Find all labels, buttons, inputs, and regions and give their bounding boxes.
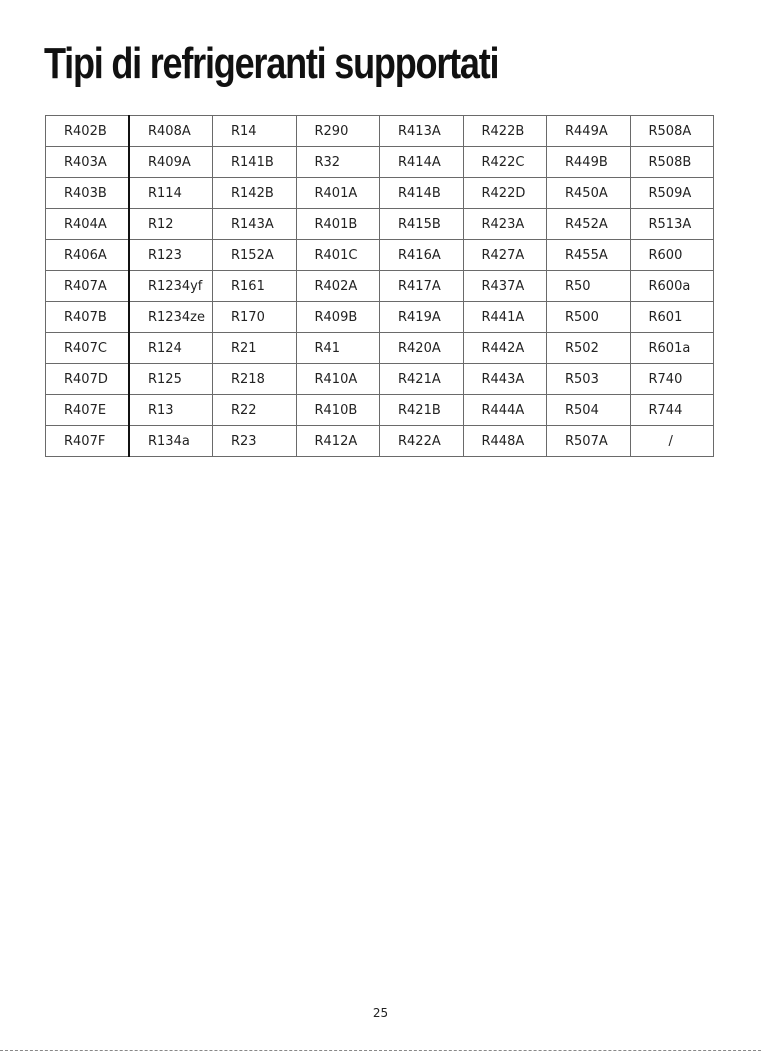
table-cell: R600a (630, 271, 714, 302)
page-title: Tipi di refrigeranti supportati (44, 39, 499, 88)
table-cell: R22 (213, 395, 297, 426)
table-row (46, 209, 714, 240)
table-cell: R441A (463, 302, 547, 333)
table-cell: R419A (380, 302, 464, 333)
table-cell: R420A (380, 333, 464, 364)
table-cell: R403B (46, 178, 130, 209)
table-cell: R403A (46, 147, 130, 178)
refrigerant-table (45, 115, 714, 457)
table-cell: R401C (296, 240, 380, 271)
table-cell: R443A (463, 364, 547, 395)
table-cell: R412A (296, 426, 380, 457)
table-cell: R41 (296, 333, 380, 364)
table-cell: R1234ze (129, 302, 213, 333)
table-row (46, 116, 714, 147)
table-cell: / (630, 426, 714, 457)
table-cell: R601a (630, 333, 714, 364)
table-cell: R503 (547, 364, 631, 395)
table-cell: R740 (630, 364, 714, 395)
table-cell: R50 (547, 271, 631, 302)
table-cell: R414A (380, 147, 464, 178)
table-cell: R437A (463, 271, 547, 302)
table-cell: R143A (213, 209, 297, 240)
table-cell: R123 (129, 240, 213, 271)
table-cell: R21 (213, 333, 297, 364)
table-cell: R152A (213, 240, 297, 271)
table-cell: R744 (630, 395, 714, 426)
table-cell: R500 (547, 302, 631, 333)
table-cell: R449A (547, 116, 631, 147)
table-cell: R401A (296, 178, 380, 209)
table-row (46, 147, 714, 178)
table-cell: R170 (213, 302, 297, 333)
table-cell: R290 (296, 116, 380, 147)
table-cell: R402B (46, 116, 130, 147)
table-cell: R13 (129, 395, 213, 426)
table-cell: R414B (380, 178, 464, 209)
table-cell: R125 (129, 364, 213, 395)
table-cell: R442A (463, 333, 547, 364)
table-cell: R509A (630, 178, 714, 209)
table-cell: R502 (547, 333, 631, 364)
page-number: 25 (372, 1006, 389, 1020)
table-cell: R450A (547, 178, 631, 209)
table-cell: R218 (213, 364, 297, 395)
table-cell: R124 (129, 333, 213, 364)
table-cell: R161 (213, 271, 297, 302)
table-cell: R134a (129, 426, 213, 457)
table-cell: R504 (547, 395, 631, 426)
table-row (46, 395, 714, 426)
table-row (46, 178, 714, 209)
table-cell: R422D (463, 178, 547, 209)
table-cell: R507A (547, 426, 631, 457)
table-cell: R508A (630, 116, 714, 147)
table-cell: R23 (213, 426, 297, 457)
table-cell: R413A (380, 116, 464, 147)
table-cell: R402A (296, 271, 380, 302)
table-cell: R416A (380, 240, 464, 271)
table-row (46, 271, 714, 302)
table-row (46, 240, 714, 271)
table-cell: R141B (213, 147, 297, 178)
table-cell: R600 (630, 240, 714, 271)
table-cell: R407B (46, 302, 130, 333)
table-cell: R114 (129, 178, 213, 209)
table-cell: R407A (46, 271, 130, 302)
table-cell: R407F (46, 426, 130, 457)
table-cell: R601 (630, 302, 714, 333)
table-cell: R444A (463, 395, 547, 426)
table-cell: R455A (547, 240, 631, 271)
table-cell: R421A (380, 364, 464, 395)
table-cell: R407C (46, 333, 130, 364)
table-cell: R410A (296, 364, 380, 395)
table-cell: R14 (213, 116, 297, 147)
table-row (46, 364, 714, 395)
table-cell: R422C (463, 147, 547, 178)
table-cell: R409B (296, 302, 380, 333)
table-cell: R452A (547, 209, 631, 240)
table-row (46, 426, 714, 457)
table-cell: R427A (463, 240, 547, 271)
table-cell: R1234yf (129, 271, 213, 302)
table-cell: R423A (463, 209, 547, 240)
table-cell: R32 (296, 147, 380, 178)
table-cell: R422A (380, 426, 464, 457)
table-cell: R415B (380, 209, 464, 240)
table-row (46, 333, 714, 364)
table-cell: R448A (463, 426, 547, 457)
table-body (46, 116, 714, 457)
table-cell: R508B (630, 147, 714, 178)
table-cell: R401B (296, 209, 380, 240)
table-cell: R449B (547, 147, 631, 178)
table-cell: R404A (46, 209, 130, 240)
bottom-divider (0, 1050, 761, 1051)
table-cell: R410B (296, 395, 380, 426)
table-cell: R422B (463, 116, 547, 147)
table-cell: R513A (630, 209, 714, 240)
table-cell: R12 (129, 209, 213, 240)
table-cell: R408A (129, 116, 213, 147)
table-cell: R417A (380, 271, 464, 302)
table-cell: R421B (380, 395, 464, 426)
table-cell: R407D (46, 364, 130, 395)
table-row (46, 302, 714, 333)
table-cell: R406A (46, 240, 130, 271)
table-cell: R409A (129, 147, 213, 178)
table-cell: R142B (213, 178, 297, 209)
table-cell: R407E (46, 395, 130, 426)
